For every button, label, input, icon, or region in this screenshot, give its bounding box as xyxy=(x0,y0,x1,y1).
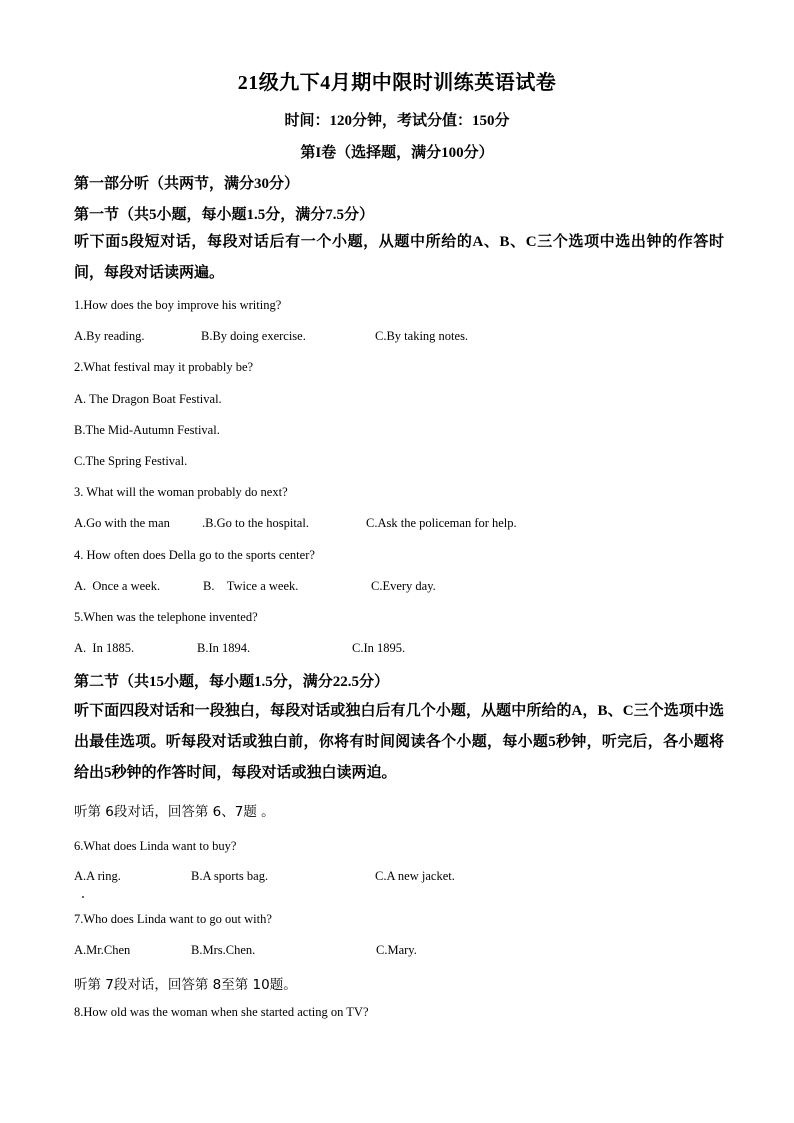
listening-note-8-10: 听第 7段对话，回答第 8至第 10题。 xyxy=(74,977,297,993)
time-score-line: 时间：120分钟，考试分值：150分 xyxy=(284,113,510,129)
q6-option-b: B.A sports bag. xyxy=(191,869,269,883)
question-6: 6.What does Linda want to buy? xyxy=(74,839,237,853)
section1-instructions: 听下面5段短对话，每段对话后有一个小题，从题中所给的A、B、C三个选项中选出钟的作答时间，每段对话读两遍。 xyxy=(74,234,724,281)
q7-option-b: B.Mrs.Chen. xyxy=(191,943,256,957)
q1-option-c: C.By taking notes. xyxy=(375,329,469,343)
q2-option-a: A. The Dragon Boat Festival. xyxy=(74,392,222,406)
question-5: 5.When was the telephone invented? xyxy=(74,610,258,624)
q1-option-a: A.By reading. xyxy=(74,329,145,343)
stray-dot xyxy=(82,896,84,898)
question-8: 8.How old was the woman when she started acting on TV? xyxy=(74,1005,369,1019)
volume-line: 第I卷（选择题，满分100分） xyxy=(300,145,494,161)
question-1: 1.How does the boy improve his writing? xyxy=(74,298,282,312)
q3-option-a: A.Go with the man xyxy=(74,516,170,530)
question-3: 3. What will the woman probably do next? xyxy=(74,485,288,499)
question-7: 7.Who does Linda want to go out with? xyxy=(74,912,272,926)
section2-instructions: 听下面四段对话和一段独白，每段对话或独白后有几个小题，从题中所给的A，B、C三个选项中选出最佳选项。听每段对话或独白前，你将有时间阅读各个小题，每小题5秒钟，听完后，各小题将给出5秒钟的作答时间，每段对话或独白读两迫。 xyxy=(74,703,724,781)
question-2: 2.What festival may it probably be? xyxy=(74,360,254,374)
q6-option-c: C.A new jacket. xyxy=(375,869,455,883)
q4-option-c: C.Every day. xyxy=(371,579,436,593)
exam-title: 21级九下4月期中限时训练英语试卷 xyxy=(237,72,557,94)
q4-option-b: B. Twice a week. xyxy=(203,579,299,593)
q2-option-c: C.The Spring Festival. xyxy=(74,454,188,468)
listening-note-6-7: 听第 6段对话，回答第 6、7题 。 xyxy=(74,804,275,820)
q4-option-a: A. Once a week. xyxy=(74,579,161,593)
question-4: 4. How often does Della go to the sports center? xyxy=(74,548,315,562)
q7-option-a: A.Mr.Chen xyxy=(74,943,131,957)
part1-heading: 第一部分听（共两节，满分30分） xyxy=(74,176,300,192)
q3-option-b: .B.Go to the hospital. xyxy=(202,516,309,530)
q3-option-c: C.Ask the policeman for help. xyxy=(366,516,517,530)
q6-option-a: A.A ring. xyxy=(74,869,121,883)
q5-option-b: B.In 1894. xyxy=(197,641,251,655)
section2-heading: 第二节（共15小题，每小题1.5分，满分22.5分） xyxy=(74,674,390,690)
q5-option-a: A. In 1885. xyxy=(74,641,135,655)
q7-option-c: C.Mary. xyxy=(376,943,417,957)
section1-heading: 第一节（共5小题，每小题1.5分，满分7.5分） xyxy=(74,207,375,223)
q2-option-b: B.The Mid-Autumn Festival. xyxy=(74,423,220,437)
q5-option-c: C.In 1895. xyxy=(352,641,406,655)
q1-option-b: B.By doing exercise. xyxy=(201,329,306,343)
